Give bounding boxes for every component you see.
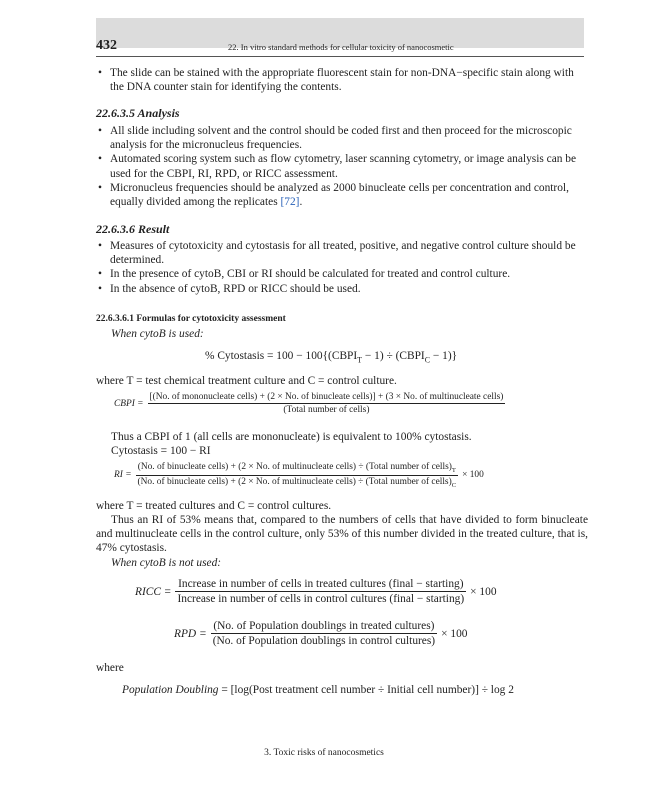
formulas-heading: 22.6.3.6.1 Formulas for cytotoxicity assessment xyxy=(96,314,286,324)
ri-label: RI = xyxy=(114,470,132,481)
intro-bullet: • The slide can be stained with the appropriate fluorescent stain for non-DNA−specific stain along with the DNA counter stain for identifying the contents. xyxy=(96,66,588,94)
header-rule xyxy=(96,56,584,57)
ricc-denominator: Increase in number of cells in control cultures (final − starting) xyxy=(177,593,465,605)
result-list xyxy=(96,239,588,296)
ri-fraction xyxy=(136,462,459,489)
analysis-bullet-2: • Automated scoring system such as flow cytometry, laser scanning cytometry, or image analysis can be used for the CBPI, RI, RPD, or RICC assessment. xyxy=(96,152,588,180)
thus-cbpi: Thus a CBPI of 1 (all cells are mononucleate) is equivalent to 100% cytostasis. xyxy=(111,431,472,443)
cbpi-numerator: [(No. of mononucleate cells) + (2 × No. of binucleate cells)] + (3 × No. of multinucleate cells) xyxy=(149,392,504,402)
ricc-formula xyxy=(135,578,497,605)
rpd-label: RPD = xyxy=(174,627,207,640)
rpd-fraction xyxy=(211,620,437,647)
running-head: 22. In vitro standard methods for cellular toxicity of nanocosmetic xyxy=(228,42,454,52)
ricc-times-100: × 100 xyxy=(470,585,497,598)
analysis-bullet-3-end: . xyxy=(299,196,303,209)
analysis-bullet-1: • All slide including solvent and the control should be coded first and then proceed for the microscopic analysis for the micronucleus frequencies. xyxy=(96,124,588,152)
pd-label: Population Doubling xyxy=(122,684,219,696)
page-number: 432 xyxy=(96,38,117,53)
where-1: where T = test chemical treatment culture and C = control culture. xyxy=(96,375,397,387)
cytostasis-eq-part1: % Cytostasis = 100 − 100{(CBPI xyxy=(205,350,358,362)
ri-denominator xyxy=(136,476,459,489)
colon: : xyxy=(199,328,204,340)
population-doubling-formula xyxy=(122,684,514,696)
ricc-numerator: Increase in number of cells in treated cultures (final − starting) xyxy=(175,578,466,592)
ri-times-100: × 100 xyxy=(462,470,484,481)
when-cytob-not-used xyxy=(111,556,603,570)
citation-link[interactable]: [72] xyxy=(280,196,300,209)
ri-numerator xyxy=(136,462,459,476)
when-cytob-used-text: When cytoB is used xyxy=(111,328,200,340)
result-bullet-2: • In the presence of cytoB, CBI or RI should be calculated for treated and control culture. xyxy=(96,267,588,281)
cbpi-denominator: (Total number of cells) xyxy=(283,405,370,415)
result-bullet-1: • Measures of cytotoxicity and cytostasis for all treated, positive, and negative control culture should be determined. xyxy=(96,239,588,267)
rpd-times-100: × 100 xyxy=(441,627,468,640)
intro-section xyxy=(96,66,588,94)
cbpi-fraction xyxy=(148,392,506,415)
rpd-denominator: (No. of Population doublings in control cultures) xyxy=(212,635,436,647)
ri-denominator-text: (No. of binucleate cells) + (2 × No. of multinucleate cells) ÷ (Total number of cells) xyxy=(137,476,452,487)
ri-numerator-text: (No. of binucleate cells) + (2 × No. of multinucleate cells) ÷ (Total number of cells) xyxy=(137,462,452,472)
analysis-list xyxy=(96,124,588,209)
page-footer: 3. Toxic risks of nanocosmetics xyxy=(264,748,384,758)
cytostasis-sub-c: C xyxy=(424,355,431,365)
ricc-fraction xyxy=(175,578,466,605)
cbpi-label: CBPI = xyxy=(114,398,144,409)
pd-expression: = [log(Post treatment cell number ÷ Initial cell number)] ÷ log 2 xyxy=(218,684,514,696)
ri-denominator-sub: C xyxy=(451,481,457,489)
cytostasis-equation xyxy=(205,350,457,364)
ri-numerator-sub: T xyxy=(451,466,456,474)
where-2: where T = treated cultures and C = control cultures. xyxy=(96,500,332,512)
when-cytob-not-used-text: When cytoB is not used xyxy=(111,557,218,569)
cytostasis-eq-part2: − 1) ÷ (CBPI xyxy=(362,350,425,362)
analysis-heading: 22.6.3.5 Analysis xyxy=(96,106,180,120)
where-3: where xyxy=(96,662,124,674)
cbpi-formula xyxy=(114,392,505,415)
ri-formula xyxy=(114,462,484,489)
rpd-numerator: (No. of Population doublings in treated cultures) xyxy=(211,620,437,634)
result-bullet-3: • In the absence of cytoB, RPD or RICC should be used. xyxy=(96,282,588,296)
result-heading: 22.6.3.6 Result xyxy=(96,222,170,236)
cytostasis-ri: Cytostasis = 100 − RI xyxy=(111,445,211,457)
cytostasis-sub-t: T xyxy=(357,355,363,365)
rpd-formula xyxy=(174,620,467,647)
ri-paragraph: Thus an RI of 53% means that, compared to the numbers of cells that have divided to form binucleate and multinucleate cells in the control culture, only 53% of this number divided in the treated culture, that is, 47% cytostasis. xyxy=(96,514,588,555)
ricc-label: RICC = xyxy=(135,585,172,598)
colon-2: : xyxy=(217,557,222,569)
analysis-bullet-3 xyxy=(96,181,588,209)
analysis-bullet-3-text: Micronucleus frequencies should be analyzed as 2000 binucleate cells per concentration and control, equally divided among the replicates xyxy=(110,181,569,209)
when-cytob-used xyxy=(111,327,603,341)
cytostasis-eq-part3: − 1)} xyxy=(430,350,458,362)
